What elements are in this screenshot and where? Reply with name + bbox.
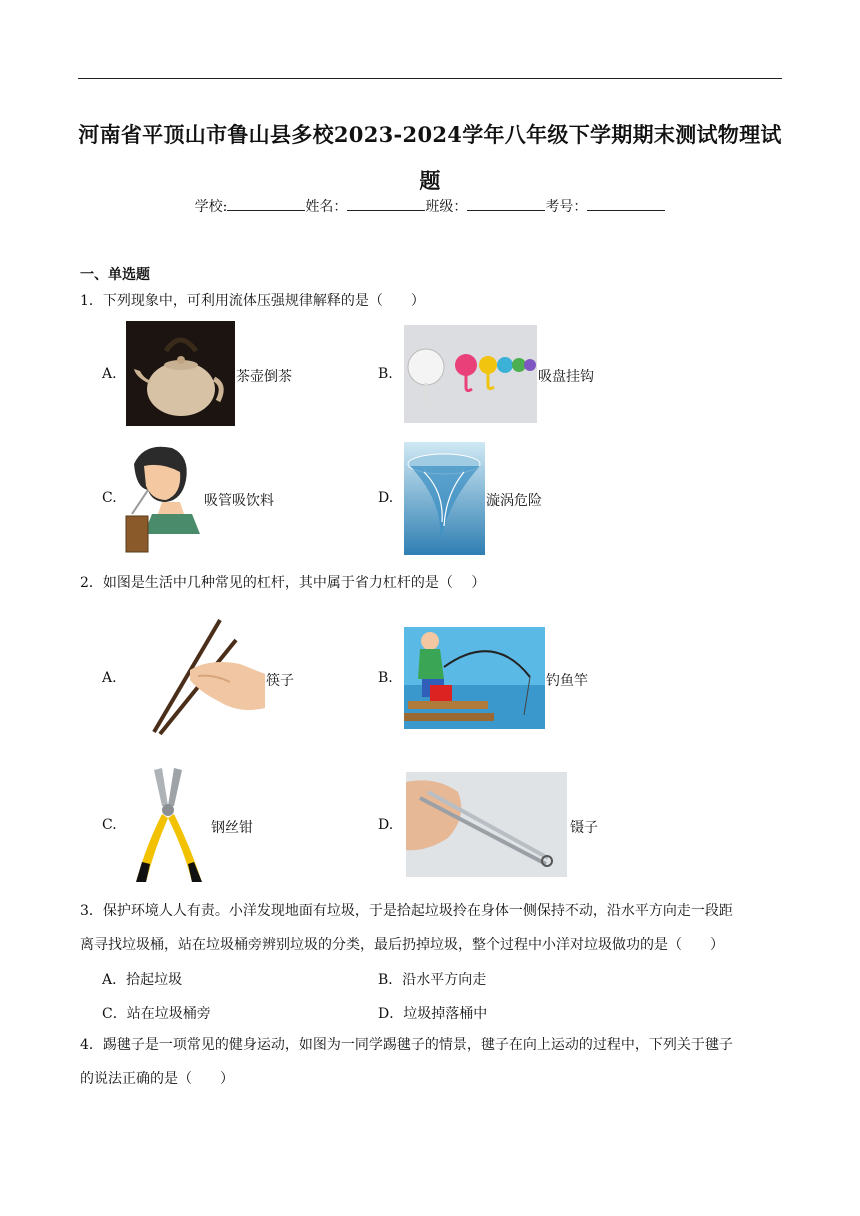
question-2-stem: 2．如图是生活中几种常见的杠杆，其中属于省力杠杆的是（ ） <box>80 575 486 591</box>
number-label: 考号： <box>545 199 588 215</box>
q1-option-d-label: 漩涡危险 <box>486 493 542 509</box>
q2-option-b-letter[interactable]: B. <box>378 670 393 686</box>
student-info-line <box>0 196 860 216</box>
question-1-stem: 1．下列现象中，可利用流体压强规律解释的是（ ） <box>80 293 425 309</box>
header-rule <box>78 78 782 79</box>
question-4-stem-line-1: 4．踢毽子是一项常见的健身运动，如图为一同学踢毽子的情景，毽子在向上运动的过程中，下列关于毽子 <box>80 1037 733 1053</box>
name-blank[interactable] <box>347 198 425 211</box>
class-blank[interactable] <box>467 198 545 211</box>
q2-option-a-letter[interactable]: A. <box>102 670 117 686</box>
q1-option-c-label: 吸管吸饮料 <box>204 493 274 509</box>
page-title: 河南省平顶山市鲁山县多校2023-2024学年八年级下学期期末测试物理试题 <box>78 122 782 193</box>
q1-option-b-label: 吸盘挂钩 <box>538 369 594 385</box>
q2-option-b-label: 钓鱼竿 <box>546 673 588 689</box>
question-4-stem-line-2: 的说法正确的是（ ） <box>80 1071 234 1087</box>
q3-option-c[interactable]: C．站在垃圾桶旁 <box>102 1006 211 1022</box>
fishing-rod-image <box>404 627 545 729</box>
q2-option-a-label: 筷子 <box>266 673 294 689</box>
teapot-image <box>126 321 235 426</box>
class-label: 班级： <box>425 199 468 215</box>
q2-option-c-label: 钢丝钳 <box>211 820 253 836</box>
whirlpool-image <box>404 442 485 555</box>
school-label: 学校: <box>194 199 228 215</box>
q2-option-d-label: 镊子 <box>570 820 598 836</box>
q3-option-d[interactable]: D．垃圾掉落桶中 <box>378 1006 488 1022</box>
q2-option-d-letter[interactable]: D. <box>378 817 394 833</box>
q1-option-a-letter[interactable]: A. <box>102 366 117 382</box>
question-3-stem-line-1: 3．保护环境人人有责。小洋发现地面有垃圾，于是拾起垃圾拎在身体一侧保持不动，沿水平方向走一段距 <box>80 903 733 919</box>
q2-option-c-letter[interactable]: C. <box>102 817 117 833</box>
tweezers-image <box>406 772 567 877</box>
q1-option-d-letter[interactable]: D. <box>378 490 394 506</box>
name-label: 姓名： <box>305 199 348 215</box>
q1-option-a-label: 茶壶倒茶 <box>236 369 292 385</box>
school-blank[interactable] <box>227 198 305 211</box>
q1-option-b-letter[interactable]: B. <box>378 366 393 382</box>
suction-hook-image <box>404 325 537 423</box>
pliers-image <box>132 766 204 884</box>
q1-option-c-letter[interactable]: C. <box>102 490 117 506</box>
q3-option-b[interactable]: B．沿水平方向走 <box>378 972 487 988</box>
straw-drinking-image <box>122 442 202 554</box>
number-blank[interactable] <box>587 198 665 211</box>
question-3-stem-line-2: 离寻找垃圾桶，站在垃圾桶旁辨别垃圾的分类，最后扔掉垃圾，整个过程中小洋对垃圾做功的是（ ） <box>80 937 724 953</box>
q3-option-a[interactable]: A．拾起垃圾 <box>102 972 183 988</box>
section-heading: 一、单选题 <box>80 267 150 283</box>
chopsticks-image <box>150 618 265 735</box>
